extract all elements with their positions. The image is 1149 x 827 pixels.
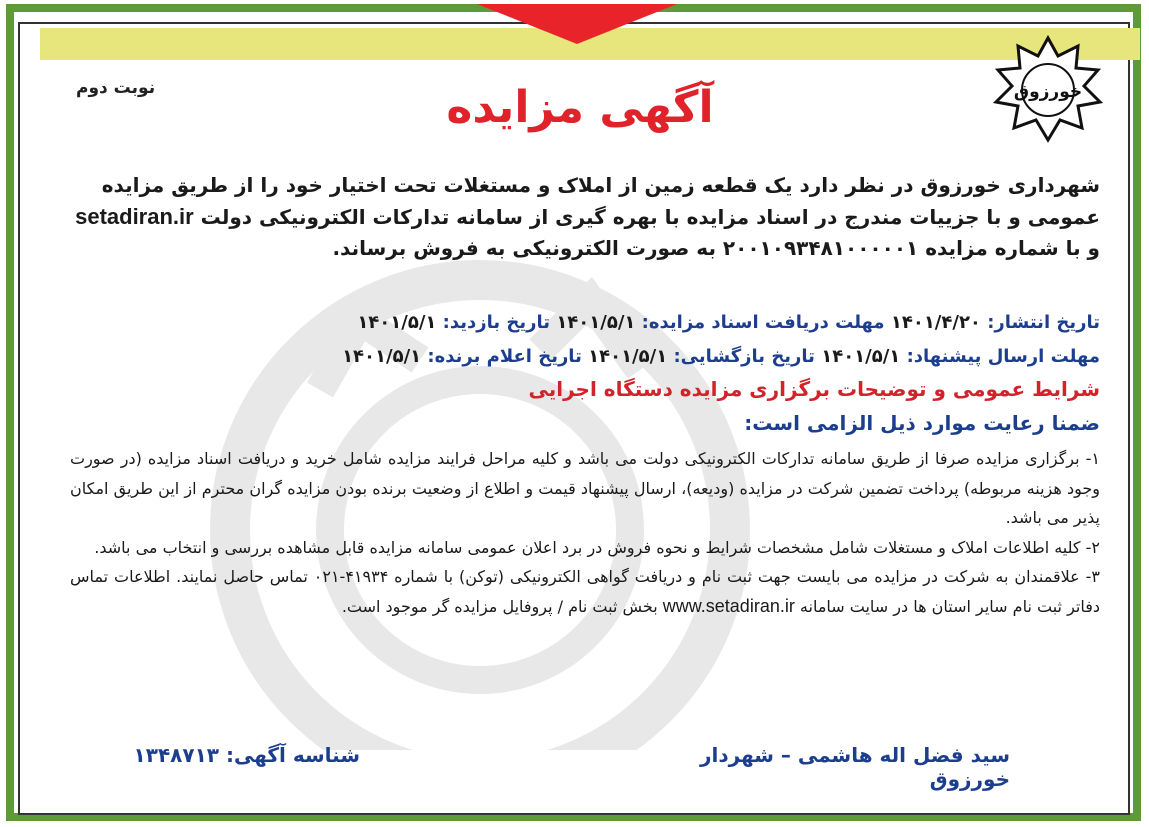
conditions-subheading: ضمنا رعایت موارد ذیل الزامی است:: [744, 411, 1100, 435]
intro-text-1: شهرداری خورزوق در نظر دارد یک قطعه زمین از املاک و مستغلات تحت اختیار خود را از طریق مزایده عمومی و با جزییات مندرج در اسناد مزایده با بهره گیری از سامانه تدارکات الکترونیکی دولت: [101, 173, 1100, 229]
item3-text-1: ۳- علاقمندان به شرکت در مزایده می بایست جهت ثبت نام و دریافت گواهی الکترونیکی (توکن) با شماره ۴۱۹۳۴-۰۲۱ تماس حاصل نمایند. اطلاعات تماس دفاتر ثبت نام سایر استان ها در سایت سامانه: [70, 567, 1100, 616]
item3-text-2: بخش ثبت نام / پروفایل مزایده گر موجود است.: [341, 596, 658, 616]
publish-value: ۱۴۰۱/۴/۲۰: [890, 312, 981, 333]
winner-value: ۱۴۰۱/۵/۱: [342, 346, 422, 367]
ad-code-label: شناسه آگهی:: [225, 743, 360, 767]
condition-item-3: [70, 562, 1100, 621]
visit-label: تاریخ بازدید:: [442, 312, 551, 333]
intro-paragraph: [70, 170, 1100, 264]
publish-label: تاریخ انتشار:: [987, 312, 1100, 333]
item3-website: www.setadiran.ir: [662, 595, 795, 616]
dates-row-1: [70, 306, 1100, 340]
open-value: ۱۴۰۱/۵/۱: [588, 346, 668, 367]
submit-value: ۱۴۰۱/۵/۱: [821, 346, 901, 367]
condition-item-2: ۲- کلیه اطلاعات املاک و مستغلات شامل مشخصات شرایط و نحوه فروش در برد اعلان عمومی سامانه مزایده قابل مشاهده بررسی و انتخاب می باشد.: [94, 537, 1100, 557]
logo-text: خورزوق: [1013, 82, 1083, 102]
conditions-body: [70, 444, 1100, 621]
docs-value: ۱۴۰۱/۵/۱: [556, 312, 636, 333]
intro-text-2: و با شماره مزایده ۲۰۰۱۰۹۳۴۸۱۰۰۰۰۰۱ به صورت الکترونیکی به فروش برساند.: [332, 236, 1100, 260]
conditions-heading: شرایط عمومی و توضیحات برگزاری مزایده دستگاه اجرایی: [528, 377, 1100, 401]
ad-code: [130, 743, 360, 767]
docs-label: مهلت دریافت اسناد مزایده:: [641, 312, 885, 333]
dates-row-2: [70, 340, 1100, 374]
municipality-logo: [988, 34, 1108, 146]
turn-label: نوبت دوم: [76, 78, 156, 98]
signature: سید فضل اله هاشمی – شهردار خورزوق: [700, 743, 1010, 791]
dates-block: [70, 306, 1100, 374]
submit-label: مهلت ارسال پیشنهاد:: [906, 346, 1100, 367]
top-red-notch: [477, 4, 677, 44]
ad-title: آگهی مزایده: [446, 82, 714, 133]
open-label: تاریخ بازگشایی:: [673, 346, 815, 367]
intro-website: setadiran.ir: [75, 204, 194, 229]
condition-item-1: ۱- برگزاری مزایده صرفا از طریق سامانه تدارکات الکترونیکی دولت می باشد و کلیه مراحل فرایند مزایده شامل خرید و دریافت اسناد مزایده (در صورت وجود هزینه مربوطه) پرداخت تضمین شرکت در مزایده (ودیعه)، ارسال پیشنهاد قیمت و اطلاع از وضعیت برنده بودن مزایده گران محترم از این طریق امکان پذیر می باشد.: [70, 449, 1100, 527]
ad-code-value: ۱۳۴۸۷۱۳: [133, 743, 219, 767]
winner-label: تاریخ اعلام برنده:: [427, 346, 582, 367]
visit-value: ۱۴۰۱/۵/۱: [357, 312, 437, 333]
